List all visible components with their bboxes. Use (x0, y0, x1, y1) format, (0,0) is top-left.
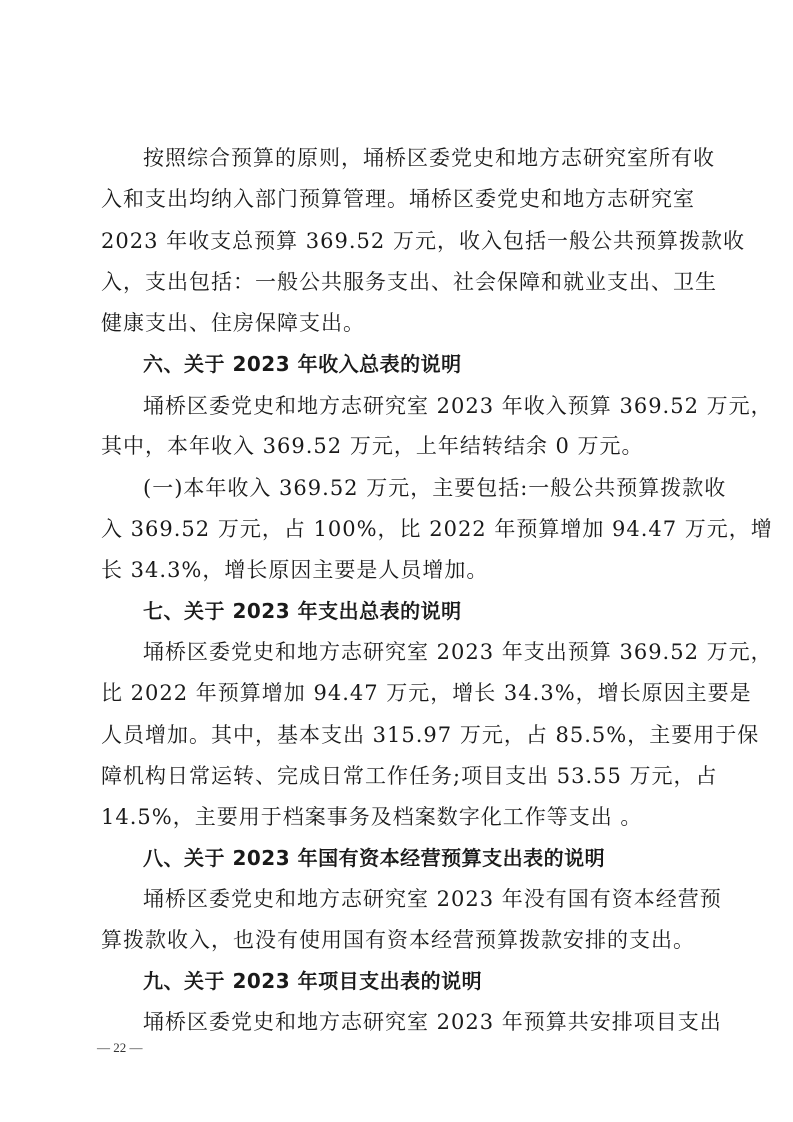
paragraph-line: 按照综合预算的原则，埇桥区委党史和地方志研究室所有收 (143, 146, 715, 170)
paragraph-line: 人员增加。其中，基本支出 315.97 万元，占 85.5%，主要用于保 (101, 723, 760, 747)
paragraph-line: 入，支出包括：一般公共服务支出、社会保障和就业支出、卫生 (101, 270, 717, 294)
paragraph-line: 障机构日常运转、完成日常工作任务;项目支出 53.55 万元，占 (101, 764, 718, 788)
section-heading: 六、关于 2023 年收入总表的说明 (143, 352, 462, 376)
paragraph-line: 比 2022 年预算增加 94.47 万元，增长 34.3%，增长原因主要是 (101, 681, 752, 705)
paragraph-line: 2023 年收支总预算 369.52 万元，收入包括一般公共预算拨款收 (101, 229, 745, 253)
paragraph-line: 入和支出均纳入部门预算管理。埇桥区委党史和地方志研究室 (101, 187, 695, 211)
section-heading: 八、关于 2023 年国有资本经营预算支出表的说明 (143, 846, 606, 870)
paragraph-line: 埇桥区委党史和地方志研究室 2023 年预算共安排项目支出 (143, 1010, 722, 1034)
paragraph-line: 算拨款收入，也没有使用国有资本经营预算拨款安排的支出。 (101, 928, 695, 952)
paragraph-line: 长 34.3%，增长原因主要是人员增加。 (101, 558, 489, 582)
paragraph-line: 埇桥区委党史和地方志研究室 2023 年支出预算 369.52 万元， (143, 640, 773, 664)
paragraph-line: 健康支出、住房保障支出。 (101, 311, 365, 335)
page-number: — 22 — (97, 1040, 143, 1055)
paragraph-line: 埇桥区委党史和地方志研究室 2023 年没有国有资本经营预 (143, 887, 722, 911)
paragraph-line: 入 369.52 万元，占 100%，比 2022 年预算增加 94.47 万元，增 (101, 517, 773, 541)
section-heading: 九、关于 2023 年项目支出表的说明 (143, 969, 483, 993)
paragraph-line: 其中，本年收入 369.52 万元，上年结转结余 0 万元。 (101, 434, 644, 458)
paragraph-line: 埇桥区委党史和地方志研究室 2023 年收入预算 369.52 万元， (143, 394, 773, 418)
section-heading: 七、关于 2023 年支出总表的说明 (143, 599, 462, 623)
paragraph-line: 14.5%，主要用于档案事务及档案数字化工作等支出 。 (101, 805, 643, 829)
paragraph-line: (一)本年收入 369.52 万元，主要包括:一般公共预算拨款收 (143, 476, 727, 500)
